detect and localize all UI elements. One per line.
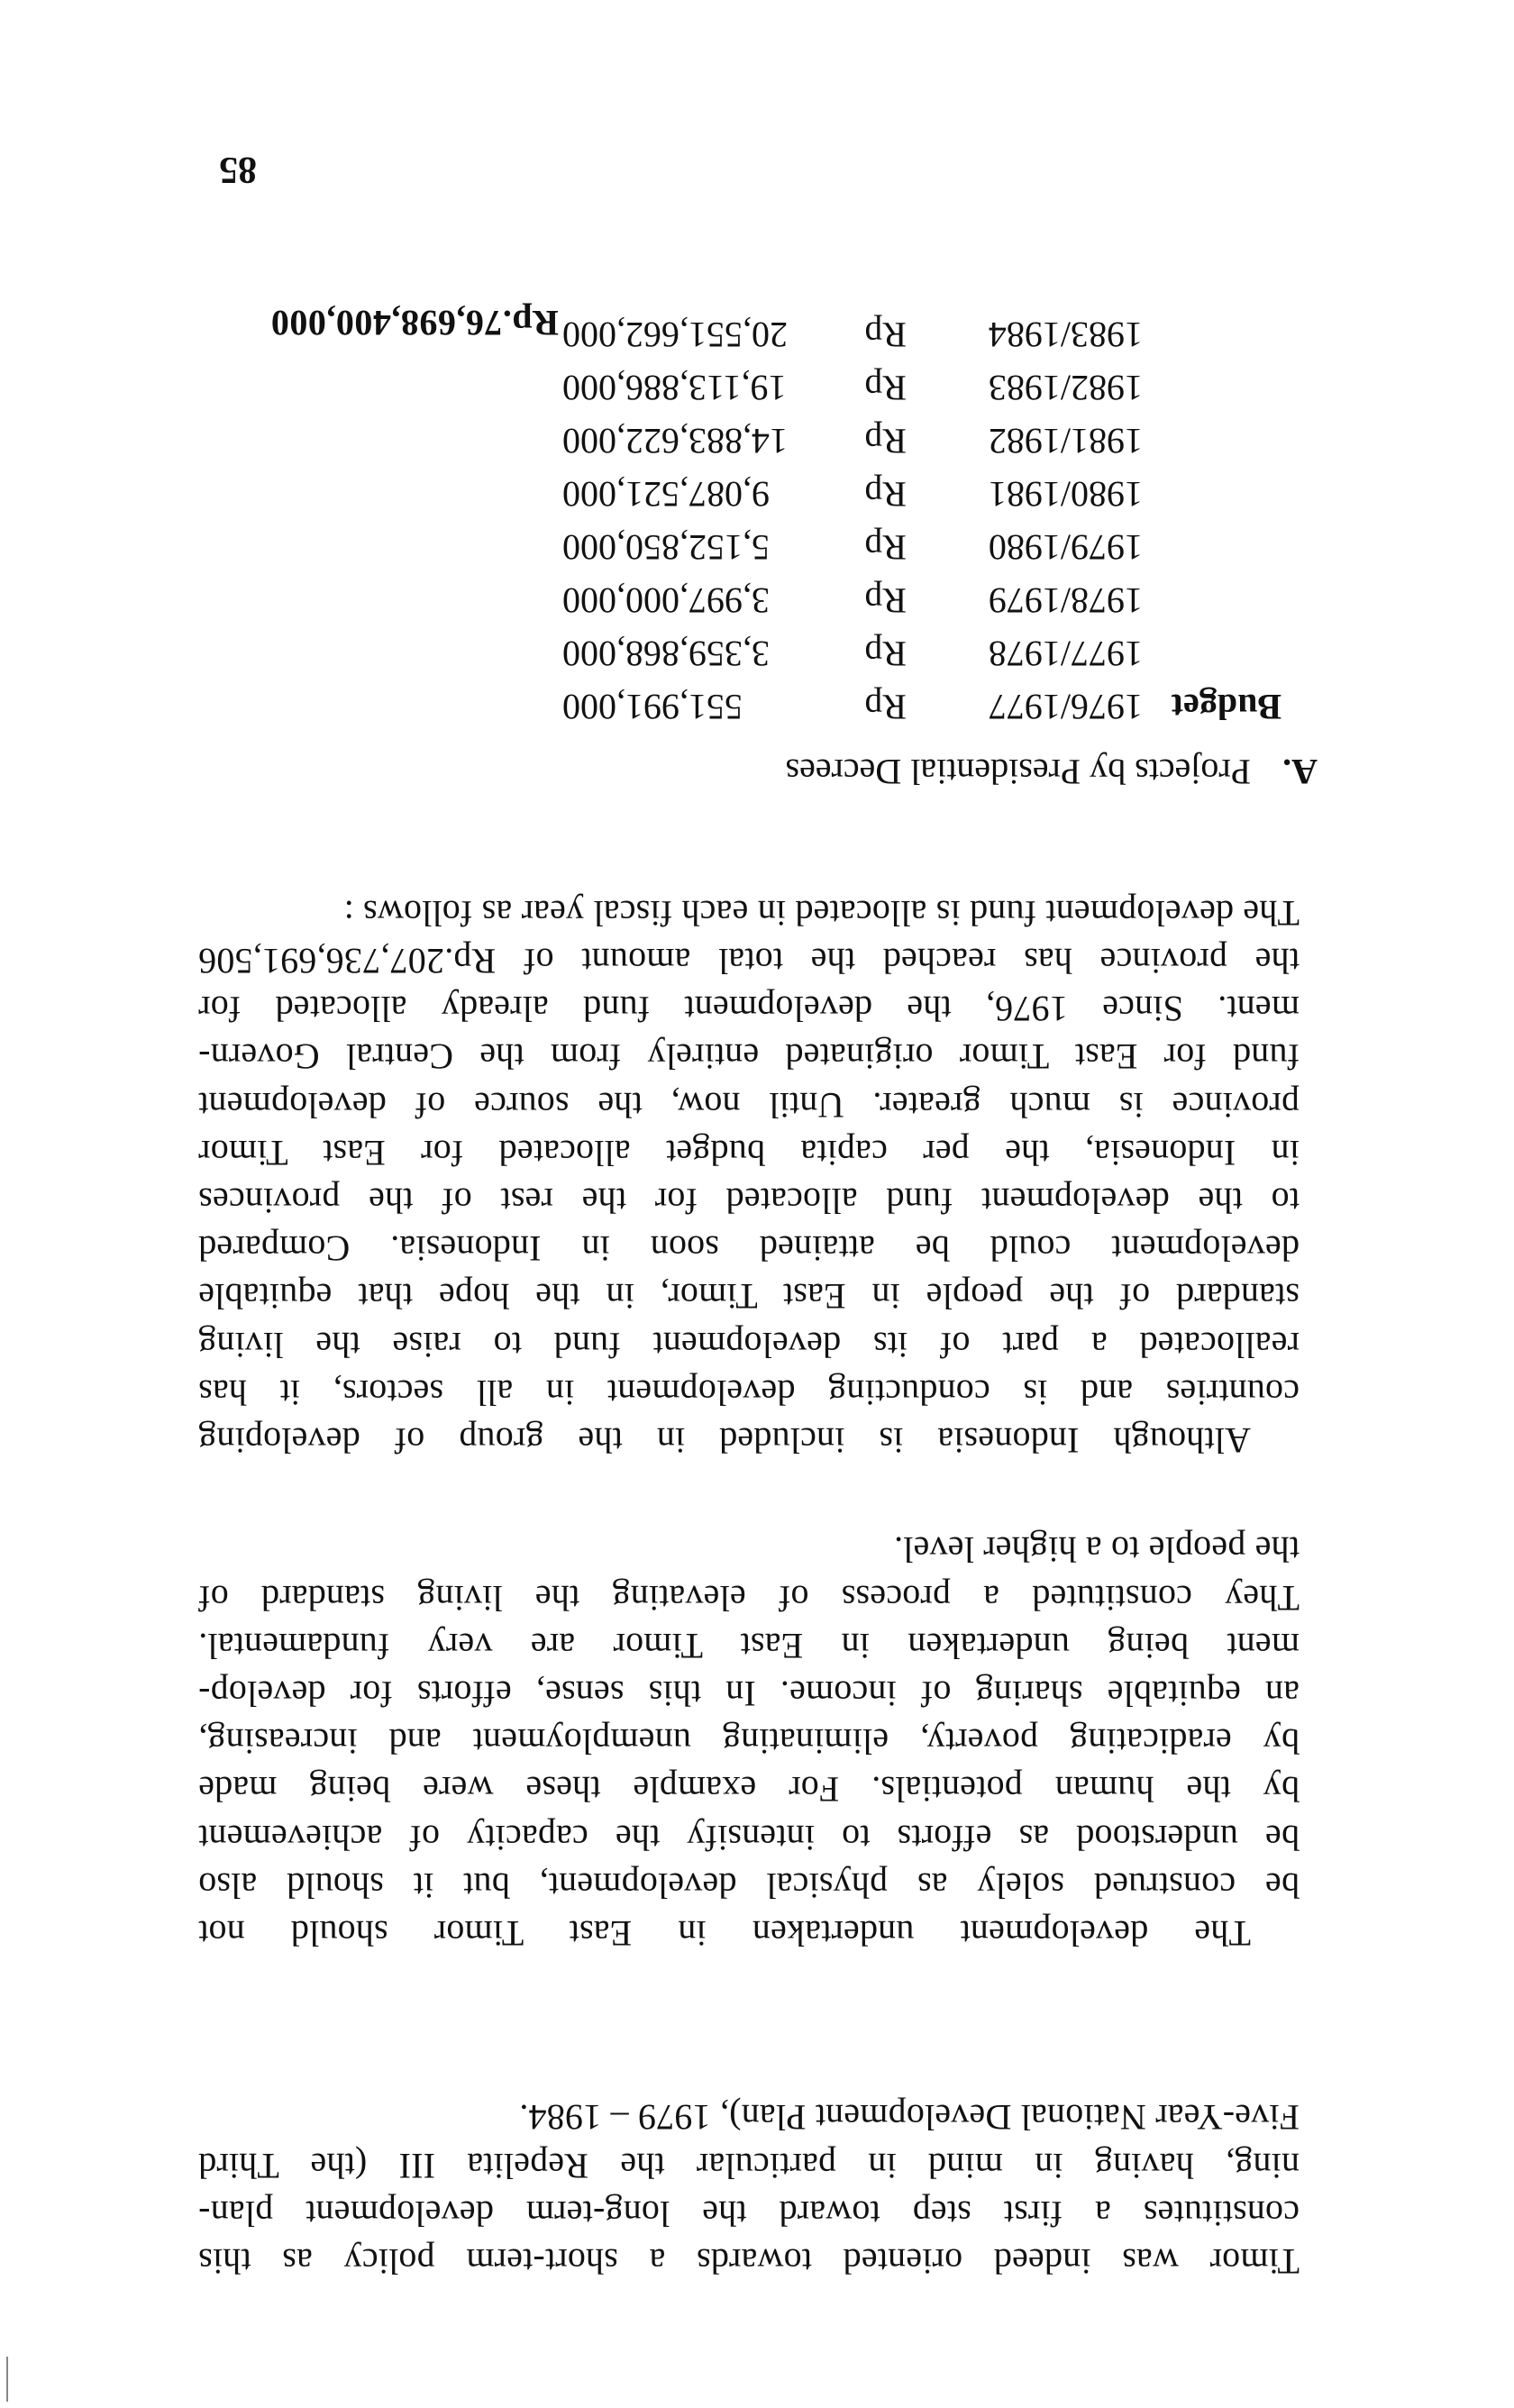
paragraph-line: province is much greater. Until now, the source of development [198,1084,1300,1126]
paragraph-line: Five-Year National Development Plan), 1979 – 1984. [519,2097,1300,2139]
currency: Rp [864,687,907,727]
table-row [562,521,1281,574]
budget-table [562,308,1281,734]
table-row [562,415,1281,468]
paragraph-line: Although Indonesia is included in the group of developing [198,1420,1251,1461]
table-row [562,308,1281,361]
fiscal-year: 1976/1977 [988,687,1143,727]
table-row [562,468,1281,521]
paragraph-line: The development undertaken in East Timor should not [198,1913,1251,1954]
amount: 20,551,662,000 [562,315,788,355]
fiscal-year: 1980/1981 [988,474,1143,515]
scan-edge-mark [6,2357,8,2402]
amount: 19,113,886,000 [562,368,787,408]
paragraph-line: the province has reached the total amount of Rp.207,736,691,506 [198,940,1300,981]
page-number: 85 [219,149,257,190]
table-row [562,680,1281,734]
paragraph-1 [198,2093,1300,2285]
paragraph-2 [198,1526,1300,1957]
table-row [562,627,1281,680]
paragraph-line: Timor was indeed oriented towards a short-term policy as this [198,2241,1300,2282]
table-row [562,361,1281,415]
paragraph-line: The development fund is allocated in each fiscal year as follows : [343,892,1300,934]
paragraph-line: standard of the people in East Timor, in the hope that equitable [198,1276,1300,1318]
fiscal-year: 1982/1983 [988,368,1143,408]
amount: 3,359,868,000 [562,634,770,674]
paragraph-line: be construed solely as physical development, but it should also [198,1865,1300,1906]
currency: Rp [864,580,907,621]
paragraph-line: constitutes a first step toward the long-term development plan- [198,2193,1300,2234]
budget-total: Rp.76,698,400,000 [270,303,559,343]
paragraph-3 [198,889,1300,1464]
paragraph-line: in Indonesia, the per capita budget allocated for East Timor [198,1132,1300,1173]
amount: 9,087,521,000 [562,474,770,515]
paragraph-line: by eradicating poverty, eliminating unemployment and increasing, [198,1721,1300,1763]
currency: Rp [864,368,907,408]
fiscal-year: 1979/1980 [988,527,1143,568]
amount: 14,883,622,000 [562,421,788,461]
currency: Rp [864,527,907,568]
paragraph-line: fund for East Timor originated entirely from the Central Govern- [198,1036,1300,1078]
fiscal-year: 1983/1984 [988,315,1143,355]
currency: Rp [864,315,907,355]
currency: Rp [864,421,907,461]
paragraph-line: They constituted a process of elevating the living standard of [198,1577,1300,1619]
amount: 3,997,000,000 [562,580,770,621]
section-letter: A. [1282,752,1318,792]
paragraph-line: development could be attained soon in Indonesia. Compared [198,1228,1300,1270]
paragraph-line: an equitable sharing of income. In this sense, efforts for develop- [198,1673,1300,1714]
fiscal-year: 1978/1979 [988,580,1143,621]
currency: Rp [864,634,907,674]
paragraph-line: reallocated a part of its development fund to raise the living [198,1324,1300,1365]
paragraph-line: by the human potentials. For example these were being made [198,1769,1300,1811]
section-heading-a [785,748,1318,795]
paragraph-line: be understood as efforts to intensify the capacity of achievement [198,1817,1300,1858]
paragraph-line: ment. Since 1976, the development fund already allocated for [198,989,1300,1030]
paragraph-line: ning, having in mind in particular the Repelita III (the Third [198,2145,1300,2186]
amount: 5,152,850,000 [562,527,770,568]
paragraph-line: ment being undertaken in East Timor are very fundamental. [198,1625,1300,1666]
fiscal-year: 1977/1978 [988,634,1143,674]
budget-label: Budget [1171,687,1281,727]
paragraph-line: the people to a higher level. [893,1529,1300,1571]
paragraph-line: to the development fund allocated for the rest of the provinces [198,1180,1300,1221]
section-title: Projects by Presidential Decrees [785,752,1251,792]
table-row [562,574,1281,627]
fiscal-year: 1981/1982 [988,421,1143,461]
currency: Rp [864,474,907,515]
amount: 551,991,000 [562,687,743,727]
paragraph-line: countries and is conducting development in all sectors, it has [198,1372,1300,1413]
